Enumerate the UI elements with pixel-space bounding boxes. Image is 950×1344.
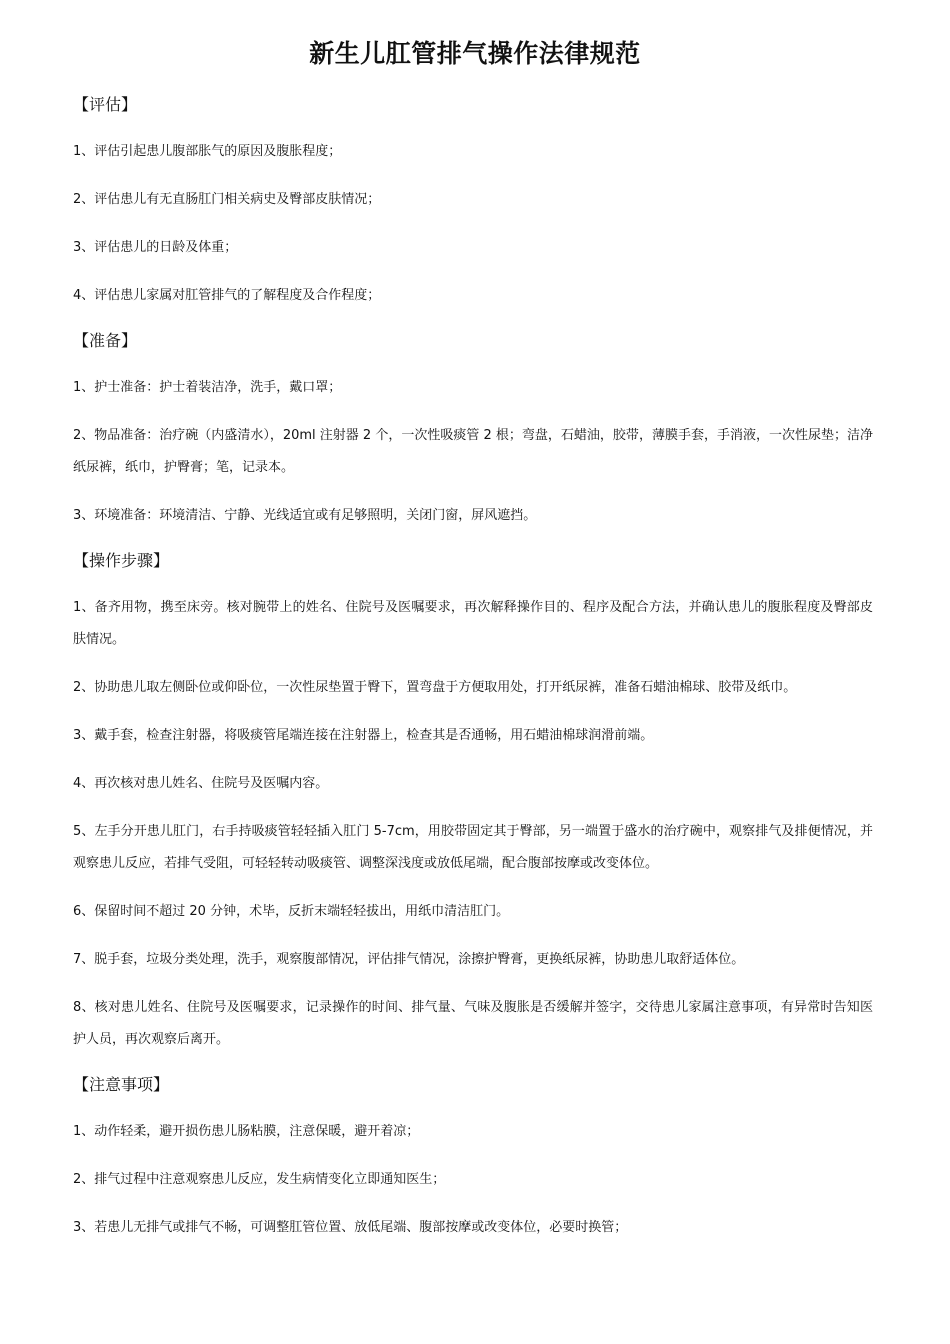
preparation-item-2: 2、物品准备：治疗碗（内盛清水），20ml 注射器 2 个，一次性吸痰管 2 根；弯盘，石蜡油，胶带，薄膜手套，手消液，一次性尿垫；洁净纸尿裤，纸巾，护臀膏；笔，记录本。 bbox=[73, 428, 873, 475]
document-body bbox=[73, 90, 873, 1244]
procedure-step-5: 5、左手分开患儿肛门，右手持吸痰管轻轻插入肛门 5-7cm，用胶带固定其于臀部，另一端置于盛水的治疗碗中，观察排气及排便情况，并观察患儿反应，若排气受阻，可轻轻转动吸痰管、调整深浅度或放低尾端，配合腹部按摩或改变体位。 bbox=[73, 824, 873, 871]
assessment-item-3: 3、评估患儿的日龄及体重； bbox=[73, 240, 238, 255]
document-title: 新生儿肛管排气操作法律规范 bbox=[309, 39, 641, 68]
precaution-item-3: 3、若患儿无排气或排气不畅，可调整肛管位置、放低尾端、腹部按摩或改变体位，必要时换管； bbox=[73, 1220, 628, 1235]
assessment-item-2: 2、评估患儿有无直肠肛门相关病史及臀部皮肤情况； bbox=[73, 192, 381, 207]
section-heading-assessment: 【评估】 bbox=[73, 95, 138, 114]
assessment-item-4: 4、评估患儿家属对肛管排气的了解程度及合作程度； bbox=[73, 288, 381, 303]
procedure-step-8: 8、核对患儿姓名、住院号及医嘱要求，记录操作的时间、排气量、气味及腹胀是否缓解并签字，交待患儿家属注意事项，有异常时告知医护人员，再次观察后离开。 bbox=[73, 1000, 873, 1047]
assessment-item-1: 1、评估引起患儿腹部胀气的原因及腹胀程度； bbox=[73, 144, 342, 159]
precaution-item-1: 1、动作轻柔，避开损伤患儿肠粘膜，注意保暖，避开着凉； bbox=[73, 1124, 420, 1139]
procedure-step-3: 3、戴手套，检查注射器，将吸痰管尾端连接在注射器上，检查其是否通畅，用石蜡油棉球润滑前端。 bbox=[73, 728, 654, 743]
procedure-step-6: 6、保留时间不超过 20 分钟，术毕，反折末端轻轻拔出，用纸巾清洁肛门。 bbox=[73, 904, 510, 919]
procedure-step-2: 2、协助患儿取左侧卧位或仰卧位，一次性尿垫置于臀下，置弯盘于方便取用处，打开纸尿裤，准备石蜡油棉球、胶带及纸巾。 bbox=[73, 680, 797, 695]
procedure-step-1: 1、备齐用物，携至床旁。核对腕带上的姓名、住院号及医嘱要求，再次解释操作目的、程序及配合方法，并确认患儿的腹胀程度及臀部皮肤情况。 bbox=[73, 600, 873, 647]
procedure-step-4: 4、再次核对患儿姓名、住院号及医嘱内容。 bbox=[73, 776, 329, 791]
precaution-item-2: 2、排气过程中注意观察患儿反应，发生病情变化立即通知医生； bbox=[73, 1172, 446, 1187]
procedure-step-7: 7、脱手套，垃圾分类处理，洗手，观察腹部情况，评估排气情况，涂擦护臀膏，更换纸尿裤，协助患儿取舒适体位。 bbox=[73, 952, 745, 967]
preparation-item-3: 3、环境准备：环境清洁、宁静、光线适宜或有足够照明，关闭门窗，屏风遮挡。 bbox=[73, 508, 537, 523]
section-heading-preparation: 【准备】 bbox=[73, 331, 138, 350]
preparation-item-1: 1、护士准备：护士着装洁净，洗手，戴口罩； bbox=[73, 380, 342, 395]
section-heading-precautions: 【注意事项】 bbox=[73, 1075, 170, 1094]
section-heading-procedure: 【操作步骤】 bbox=[73, 551, 170, 570]
